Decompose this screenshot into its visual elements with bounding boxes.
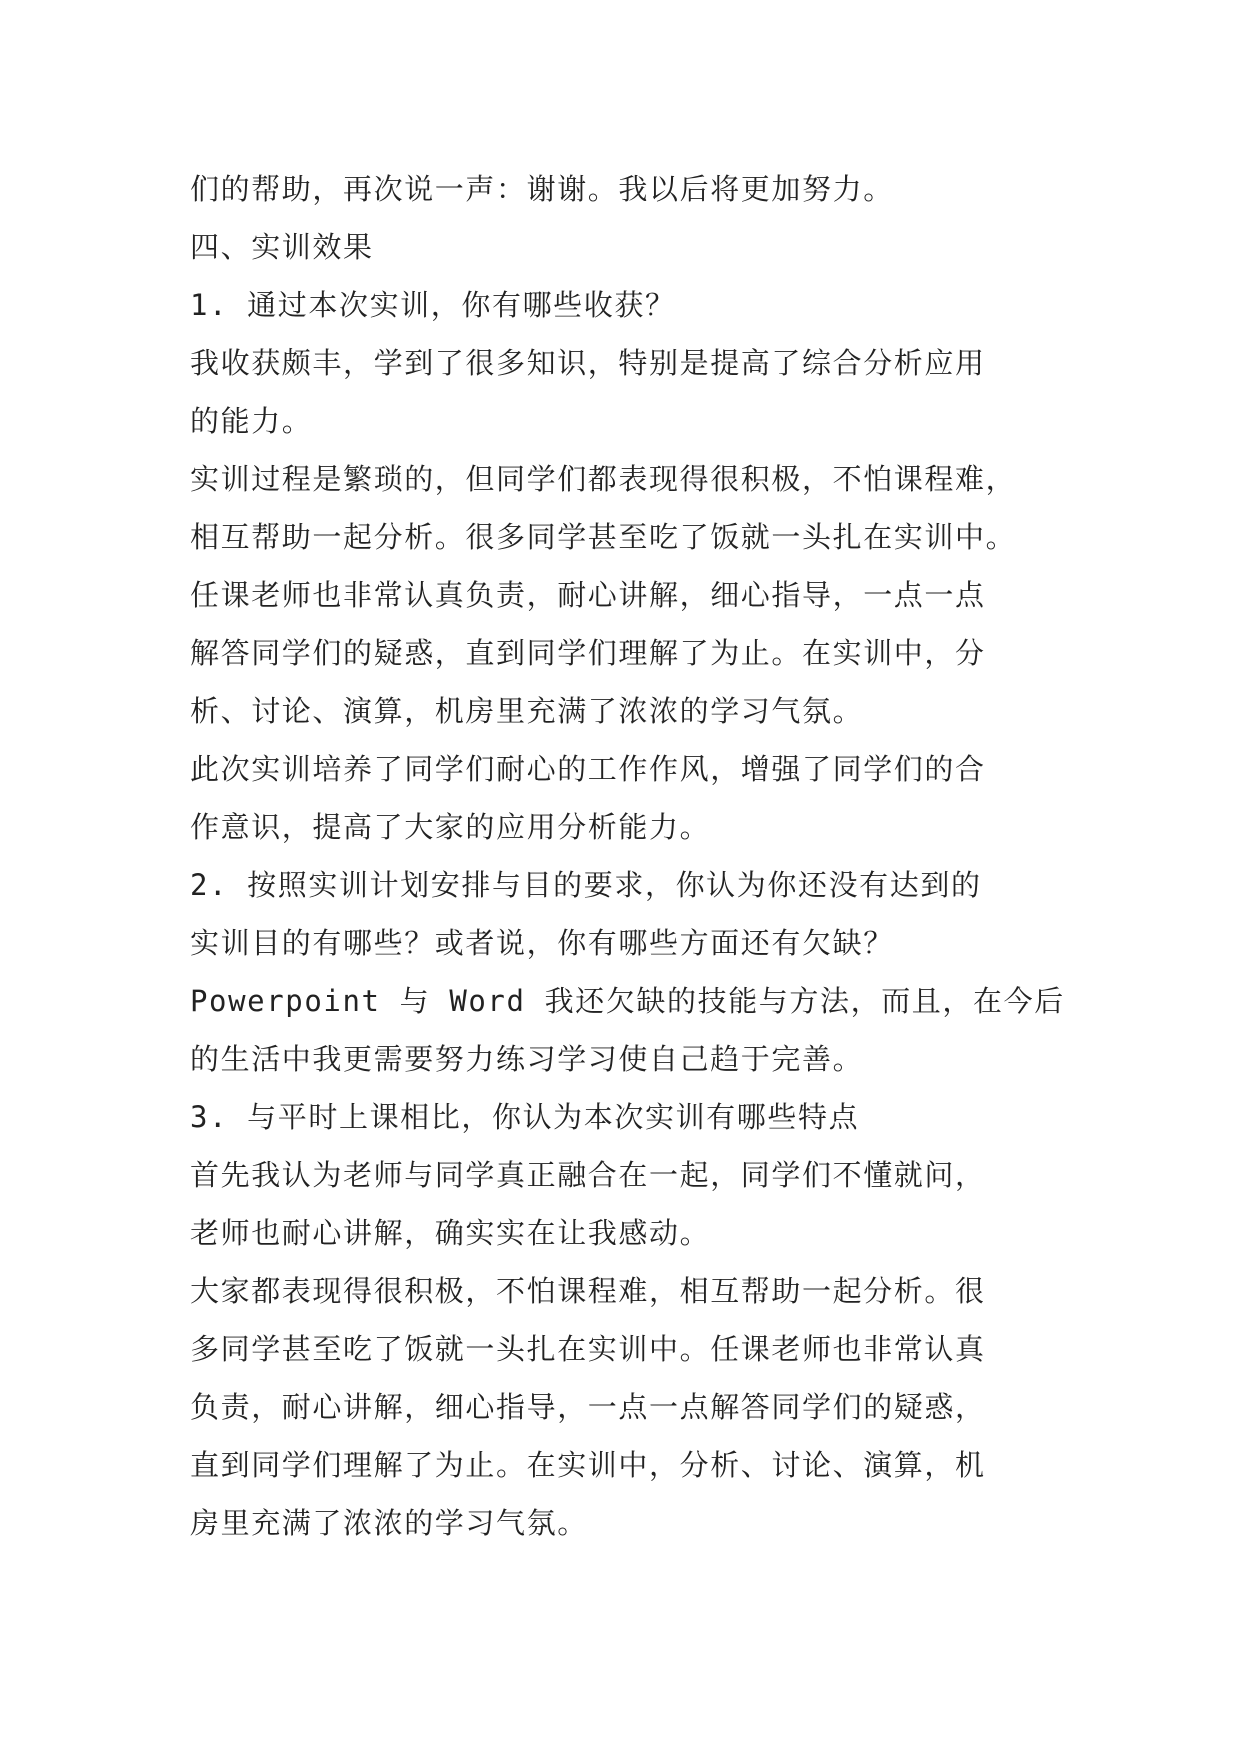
- text-line: 的生活中我更需要努力练习学习使自己趋于完善。: [190, 1042, 864, 1076]
- text-line: 老师也耐心讲解，确实实在让我感动。: [190, 1216, 711, 1250]
- question-heading: 2. 按照实训计划安排与目的要求，你认为你还没有达到的: [190, 868, 982, 902]
- text-line: 直到同学们理解了为止。在实训中，分析、讨论、演算，机: [190, 1448, 986, 1482]
- question-heading: 3. 与平时上课相比，你认为本次实训有哪些特点: [190, 1100, 860, 1134]
- text-line: 负责，耐心讲解，细心指导，一点一点解答同学们的疑惑，: [190, 1390, 986, 1424]
- text-line: 实训过程是繁琐的，但同学们都表现得很积极，不怕课程难，: [190, 462, 1017, 496]
- text-line: 任课老师也非常认真负责，耐心讲解，细心指导，一点一点: [190, 578, 986, 612]
- text-line: 大家都表现得很积极，不怕课程难，相互帮助一起分析。很: [190, 1274, 986, 1308]
- text-line: 首先我认为老师与同学真正融合在一起，同学们不懂就问，: [190, 1158, 986, 1192]
- text-line: 此次实训培养了同学们耐心的工作作风，增强了同学们的合: [190, 752, 986, 786]
- text-line: 的能力。: [190, 404, 313, 438]
- text-line: 作意识，提高了大家的应用分析能力。: [190, 810, 711, 844]
- question-heading: 1. 通过本次实训，你有哪些收获？: [190, 288, 676, 322]
- text-line: 多同学甚至吃了饭就一头扎在实训中。任课老师也非常认真: [190, 1332, 986, 1366]
- text-line: 房里充满了浓浓的学习气氛。: [190, 1506, 588, 1540]
- text-line: 们的帮助，再次说一声：谢谢。我以后将更加努力。: [190, 172, 894, 206]
- document-body: [190, 160, 1070, 1552]
- text-line: Powerpoint 与 Word 我还欠缺的技能与方法，而且，在今后: [190, 984, 1065, 1018]
- section-heading: 四、实训效果: [190, 230, 374, 264]
- text-line: 解答同学们的疑惑，直到同学们理解了为止。在实训中，分: [190, 636, 986, 670]
- text-line: 我收获颇丰，学到了很多知识，特别是提高了综合分析应用: [190, 346, 986, 380]
- text-line: 相互帮助一起分析。很多同学甚至吃了饭就一头扎在实训中。: [190, 520, 1017, 554]
- text-line: 实训目的有哪些？或者说，你有哪些方面还有欠缺？: [190, 926, 894, 960]
- text-line: 析、讨论、演算，机房里充满了浓浓的学习气氛。: [190, 694, 864, 728]
